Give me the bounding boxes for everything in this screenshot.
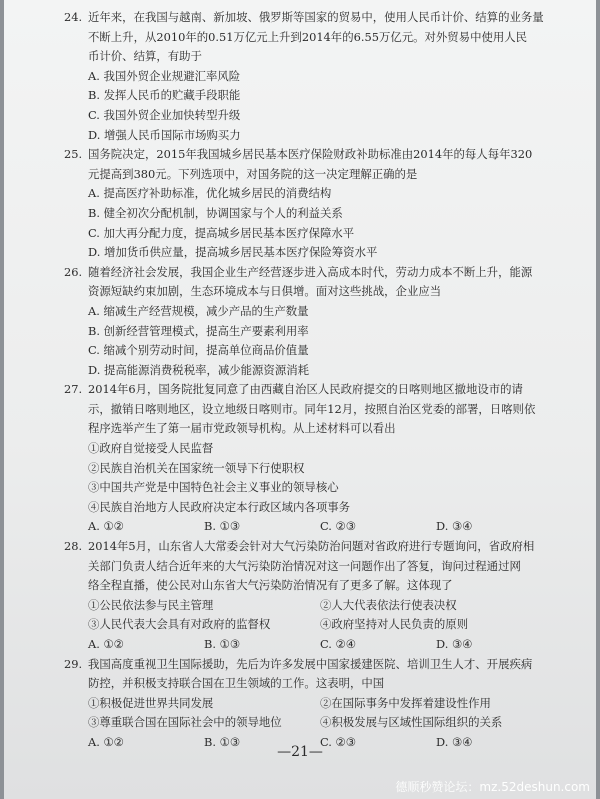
answer-choice: A. ①② (88, 637, 124, 651)
answer-option: A. 我国外贸企业规避汇率风险 (88, 68, 241, 83)
answer-option: A. 提高医疗补助标准，优化城乡居民的消费结构 (88, 186, 332, 201)
answer-option: B. 健全初次分配机制，协调国家与个人的利益关系 (88, 205, 343, 220)
answer-choice: C. ②④ (320, 637, 356, 651)
stem-line: 我国高度重视卫生国际援助，先后为许多发展中国家援建医院、培训卫生人才、开展疾病 (88, 656, 533, 671)
stem-line: 示，撤销日喀则地区，设立地级日喀则市。同年12月，按照自治区党委的部署，日喀则依 (88, 401, 536, 416)
question-28 (64, 537, 552, 655)
stem-line: 国务院决定，2015年我国城乡居民基本医疗保险财政补助标准由2014年的每人每年320 (88, 147, 533, 162)
question-number: 25. (64, 147, 83, 162)
question-25 (64, 145, 552, 263)
answer-choice: B. ①③ (204, 637, 241, 651)
statement-item: ③中国共产党是中国特色社会主义事业的领导核心 (88, 480, 339, 495)
question-number: 28. (64, 539, 83, 554)
stem-line: 关部门负责人结合近年来的大气污染防治情况对这一问题作出了答复，询问过程通过网 (88, 558, 521, 573)
exam-page (4, 0, 596, 799)
answer-choice: B. ①③ (204, 734, 241, 749)
question-number: 24. (64, 10, 83, 24)
stem-line: 2014年6月，国务院批复同意了由西藏自治区人民政府提交的日喀则地区撤地设市的请 (88, 382, 523, 397)
question-stem (64, 380, 552, 439)
answer-option: D. 增强人民币国际市场购买力 (88, 127, 241, 142)
answer-option: C. 我国外贸企业加快转型升级 (88, 107, 241, 122)
answer-option: C. 缩减个别劳动时间，提高单位商品价值量 (88, 343, 309, 358)
question-number: 27. (64, 382, 83, 397)
question-number: 29. (64, 656, 83, 671)
question-stem (64, 537, 552, 596)
answer-choices (64, 517, 552, 537)
answer-option: C. 加大再分配力度，提高城乡居民基本医疗保障水平 (88, 225, 355, 240)
stem-line: 资源短缺约束加剧，生态环境成本与日俱增。面对这些挑战，企业应当 (88, 284, 442, 299)
stem-line: 币计价、结算，有助于 (88, 49, 202, 64)
answer-option: D. 增加货币供应量，提高城乡居民基本医疗保险筹资水平 (88, 245, 378, 260)
answer-choice: A. ①② (88, 519, 124, 534)
statement-row (64, 615, 552, 635)
stem-line: 不断上升，从2010年的0.51万亿元上升到2014年的6.55万亿元。对外贸易中使用人民 (88, 29, 528, 44)
statement-item: ④民族自治地方人民政府决定本行政区域内各项事务 (88, 499, 350, 514)
question-stem (64, 655, 552, 694)
answer-choice: C. ②③ (320, 734, 356, 749)
question-26 (64, 263, 552, 381)
question-list (64, 8, 552, 753)
stem-line: 络全程直播，使公民对山东省大气污染防治情况有了更多了解。这体现了 (88, 578, 453, 593)
question-24 (64, 8, 552, 145)
answer-choice: D. ③④ (436, 637, 473, 651)
statement-item: ④积极发展与区域性国际组织的关系 (320, 715, 503, 730)
answer-option: B. 发挥人民币的贮藏手段职能 (88, 88, 241, 103)
answer-choice: D. ③④ (436, 519, 473, 534)
answer-option: A. 缩减生产经营规模，减少产品的生产数量 (88, 303, 309, 318)
answer-option: D. 提高能源消费税税率，减少能源资源消耗 (88, 362, 310, 377)
question-stem (64, 263, 552, 302)
statement-item: ①政府自觉接受人民监督 (88, 441, 214, 456)
statement-row (64, 596, 552, 616)
question-stem (64, 145, 552, 184)
statement-item: ④政府坚持对人民负责的原则 (320, 617, 469, 632)
statement-item: ①积极促进世界共同发展 (88, 695, 214, 710)
statement-item: ②民族自治机关在国家统一领导下行使职权 (88, 460, 305, 475)
statement-row (64, 713, 552, 733)
question-27 (64, 380, 552, 537)
answer-choice: A. ①② (88, 734, 124, 749)
stem-line: 2014年5月，山东省人大常委会针对大气污染防治问题对省政府进行专题询问，省政府相 (88, 539, 535, 554)
question-number: 26. (64, 264, 83, 279)
stem-line: 防控，并积极支持联合国在卫生领域的工作。这表明，中国 (88, 676, 385, 691)
stem-line: 近年来，在我国与越南、新加坡、俄罗斯等国家的贸易中，使用人民币计价、结算的业务量 (88, 10, 544, 24)
answer-choice: C. ②③ (320, 519, 356, 534)
statement-item: ②在国际事务中发挥着建设性作用 (320, 695, 491, 710)
page-number: —21— (277, 744, 323, 760)
stem-line: 随着经济社会发展，我国企业生产经营逐步进入高成本时代，劳动力成本不断上升，能源 (88, 264, 533, 279)
answer-choice: D. ③④ (436, 734, 473, 749)
answer-option: B. 创新经营管理模式，提高生产要素利用率 (88, 323, 309, 338)
statement-item: ②人大代表依法行使表决权 (320, 597, 457, 612)
answer-choices (64, 635, 552, 655)
answer-choice: B. ①③ (204, 519, 241, 534)
watermark-text: 德顺秒赞论坛：mz.52deshun.com (395, 780, 590, 794)
statement-item: ③尊重联合国在国际社会中的领导地位 (88, 715, 282, 730)
statement-item: ③人民代表大会具有对政府的监督权 (88, 617, 271, 632)
stem-line: 程序选举产生了第一届市党政领导机构。从上述材料可以看出 (88, 421, 396, 436)
question-stem (64, 8, 552, 67)
statement-item: ①公民依法参与民主管理 (88, 597, 214, 612)
statement-row (64, 694, 552, 714)
stem-line: 元提高到380元。下列选项中，对国务院的这一决定理解正确的是 (88, 166, 418, 181)
question-29 (64, 655, 552, 753)
